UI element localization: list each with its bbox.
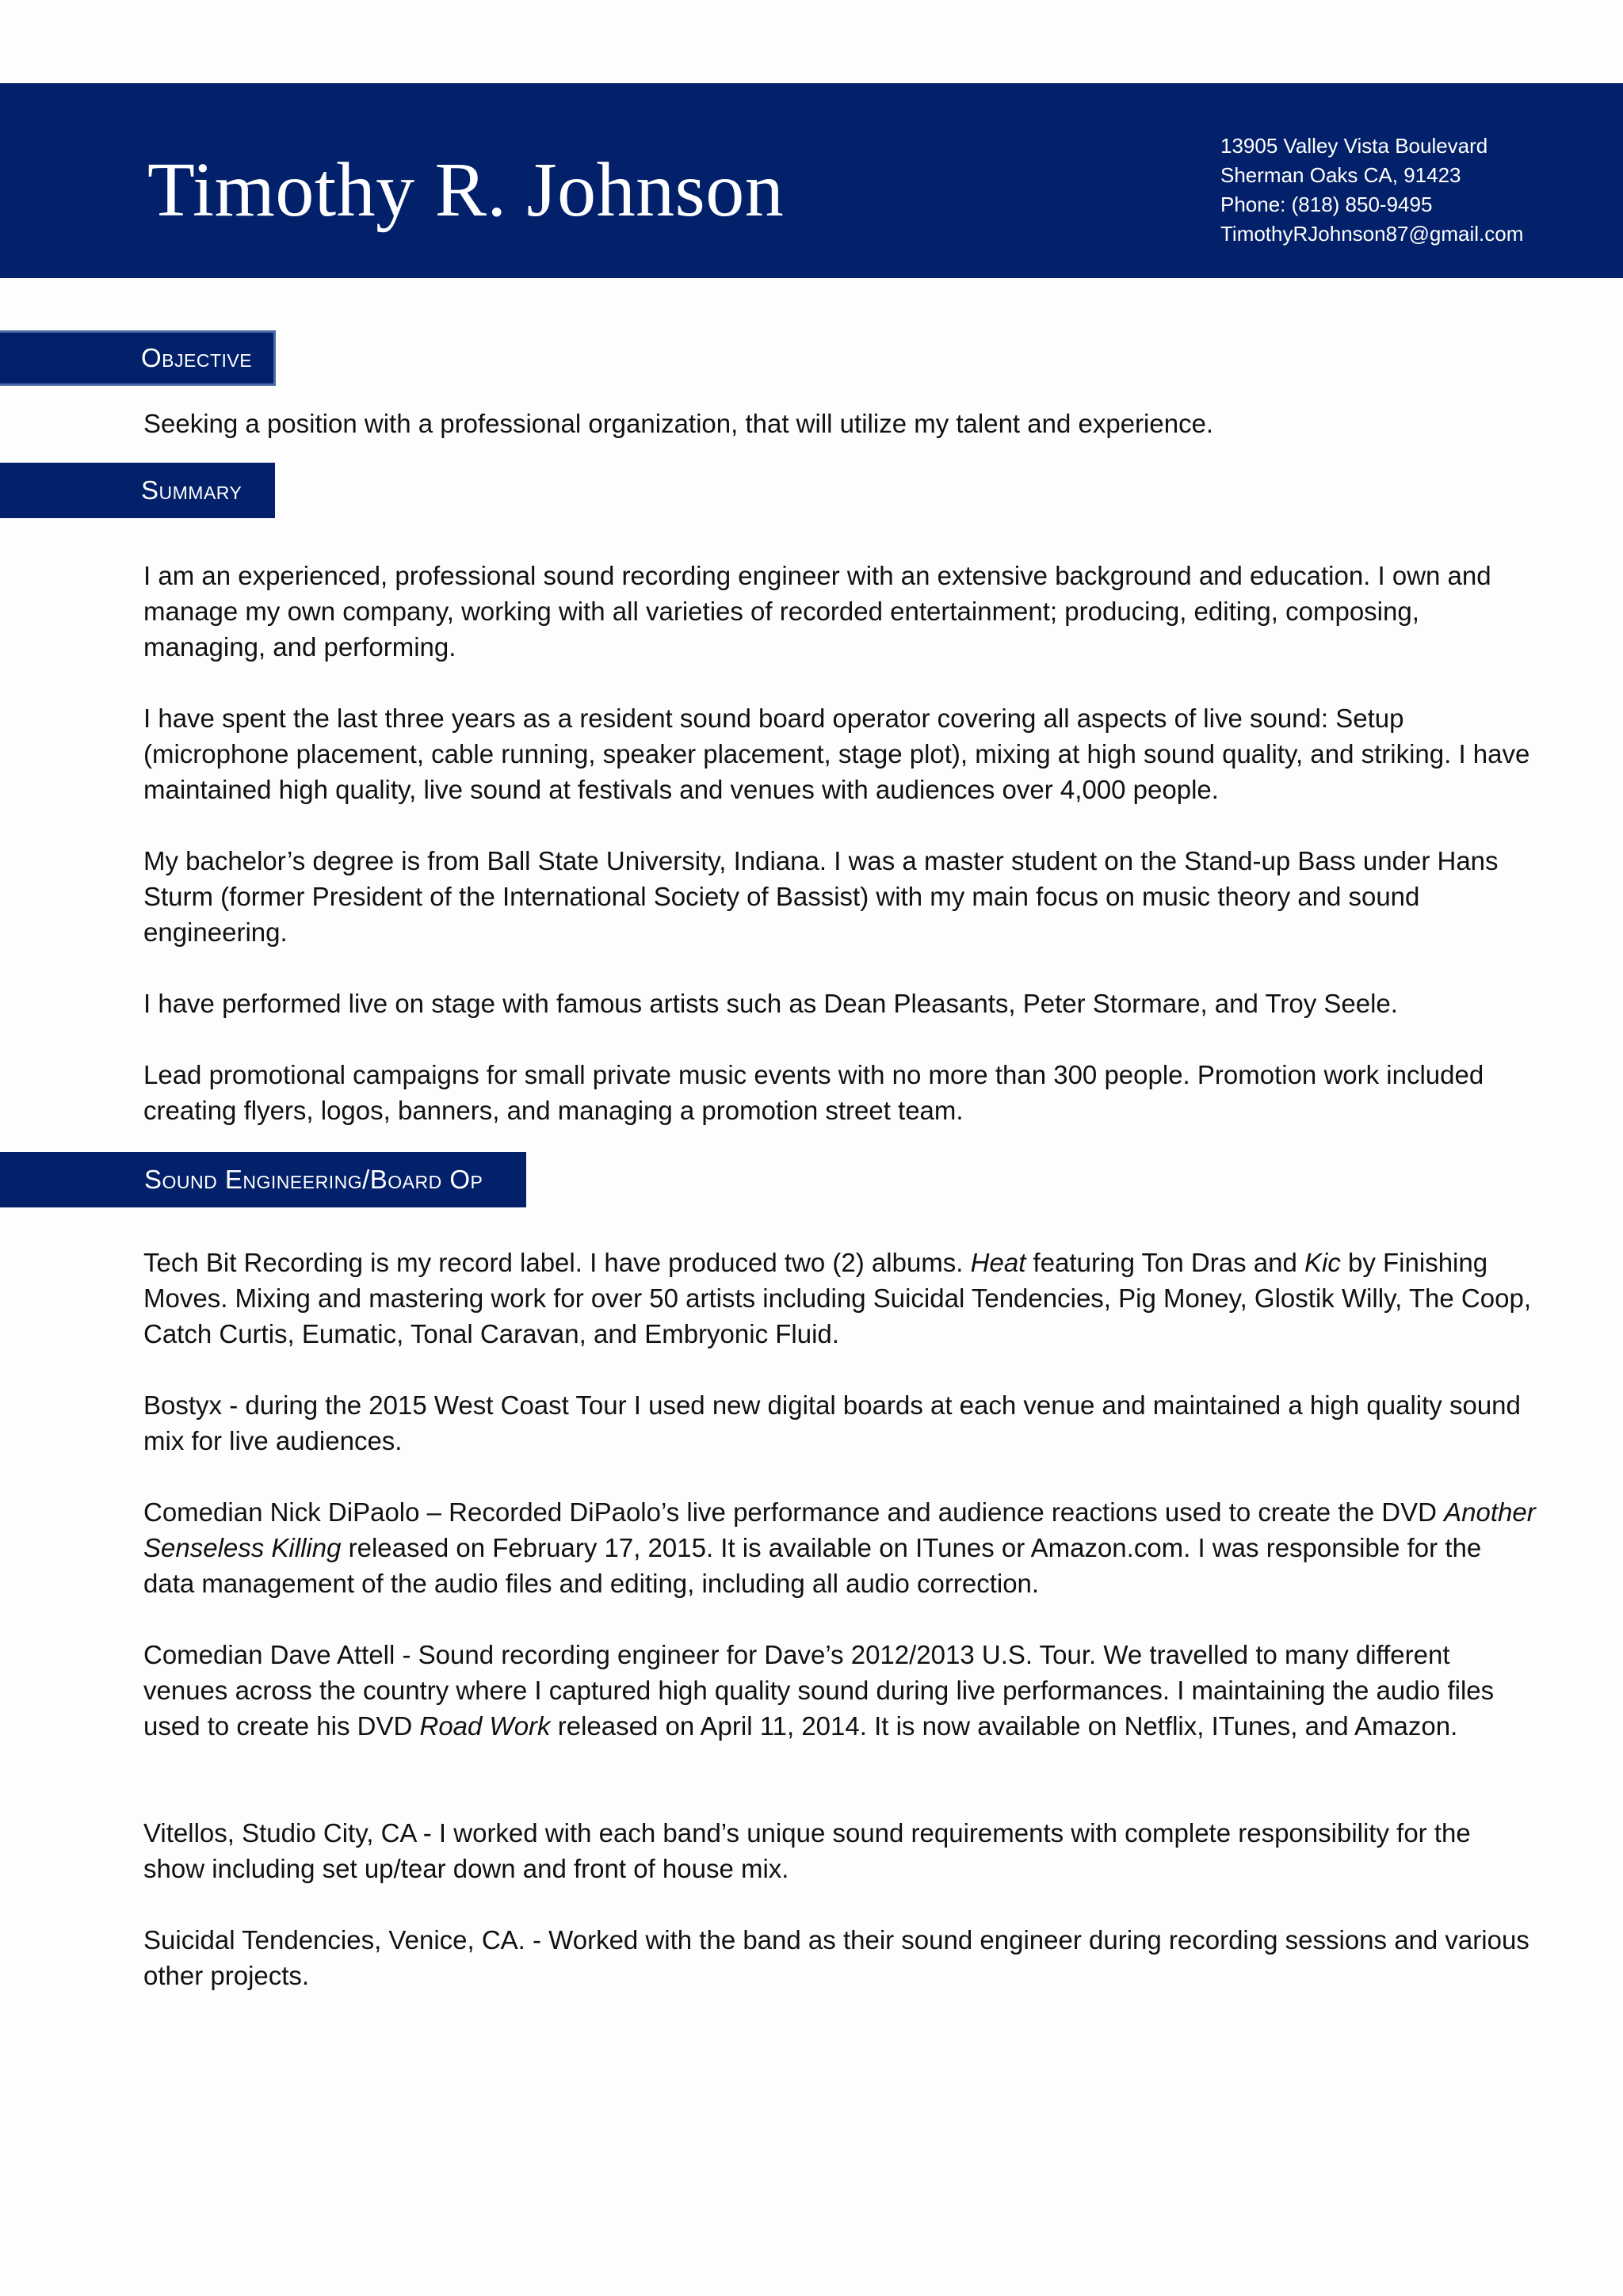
summary-heading: Summary [0,463,275,518]
experience-text: released on February 17, 2015. It is available on ITunes or Amazon.com. I was responsible for the data management of the audio files and editing, including all audio correction. [143,1533,1482,1598]
experience-paragraph [143,1637,1538,1744]
summary-paragraph: I am an experienced, professional sound recording engineer with an extensive background and education. I own and manage my own company, working with all varieties of recorded entertainment; producing, editing, composing, managing, and performing. [143,561,1491,662]
summary-paragraph: I have spent the last three years as a resident sound board operator covering all aspects of live sound: Setup (microphone placement, cable running, speaker placement, stage plot), mixing at high sound quality, and striking. I have maintained high quality, live sound at festivals and venues with audiences over 4,000 people. [143,704,1530,804]
experience-text: released on April 11, 2014. It is now available on Netflix, ITunes, and Amazon. [550,1711,1458,1741]
experience-text: by Finishing Moves. Mixing and mastering work for over 50 artists including Suicidal Tendencies, Pig Money, Glostik Willy, The Coop, Catch Curtis, Eumatic, Tonal Caravan, and Embryonic Fluid. [143,1248,1531,1348]
summary-paragraph: My bachelor’s degree is from Ball State University, Indiana. I was a master student on the Stand-up Bass under Hans Sturm (former President of the International Society of Bassist) with my main focus on music theory and sound engineering. [143,846,1499,947]
album-title: Kic [1304,1248,1341,1277]
dvd-title: Road Work [419,1711,551,1741]
experience-text: Tech Bit Recording is my record label. I have produced two (2) albums. [143,1248,971,1277]
candidate-name: Timothy R. Johnson [147,147,785,233]
experience-paragraph [143,1245,1538,1352]
address-line-2: Sherman Oaks CA, 91423 [1220,163,1461,187]
experience-paragraph [143,1494,1538,1601]
experience-paragraph: Bostyx - during the 2015 West Coast Tour I used new digital boards at each venue and maintained a high quality sound mix for live audiences. [143,1390,1521,1455]
phone-number: Phone: (818) 850-9495 [1220,193,1433,216]
objective-text: Seeking a position with a professional organization, that will utilize my talent and experience. [143,409,1214,438]
sound-engineering-heading: Sound Engineering/Board Op [0,1152,526,1207]
experience-paragraph: Vitellos, Studio City, CA - I worked with each band’s unique sound requirements with complete responsibility for the show including set up/tear down and front of house mix. [143,1818,1471,1883]
address-line-1: 13905 Valley Vista Boulevard [1220,134,1488,158]
email-address: TimothyRJohnson87@gmail.com [1220,222,1524,246]
album-title: Heat [970,1248,1026,1277]
contact-block [1220,132,1523,249]
experience-text: Comedian Dave Attell - Sound recording engineer for Dave’s 2012/2013 U.S. Tour. We travelled to many different venues across the country where I captured high quality sound during live performances. I maintaining the audio files used to create his DVD [143,1640,1495,1741]
experience-paragraph: Suicidal Tendencies, Venice, CA. - Worked with the band as their sound engineer during recording sessions and various other projects. [143,1925,1529,1990]
summary-paragraph: Lead promotional campaigns for small private music events with no more than 300 people. Promotion work included creating flyers, logos, banners, and managing a promotion street team. [143,1060,1484,1125]
experience-text: Comedian Nick DiPaolo – Recorded DiPaolo’s live performance and audience reactions used to create the DVD [143,1497,1445,1527]
dvd-title: Another Senseless Killing [143,1497,1536,1562]
objective-heading: Objective [0,330,276,386]
experience-text: featuring Ton Dras and [1025,1248,1304,1277]
summary-paragraph: I have performed live on stage with famous artists such as Dean Pleasants, Peter Stormare, and Troy Seele. [143,989,1398,1018]
